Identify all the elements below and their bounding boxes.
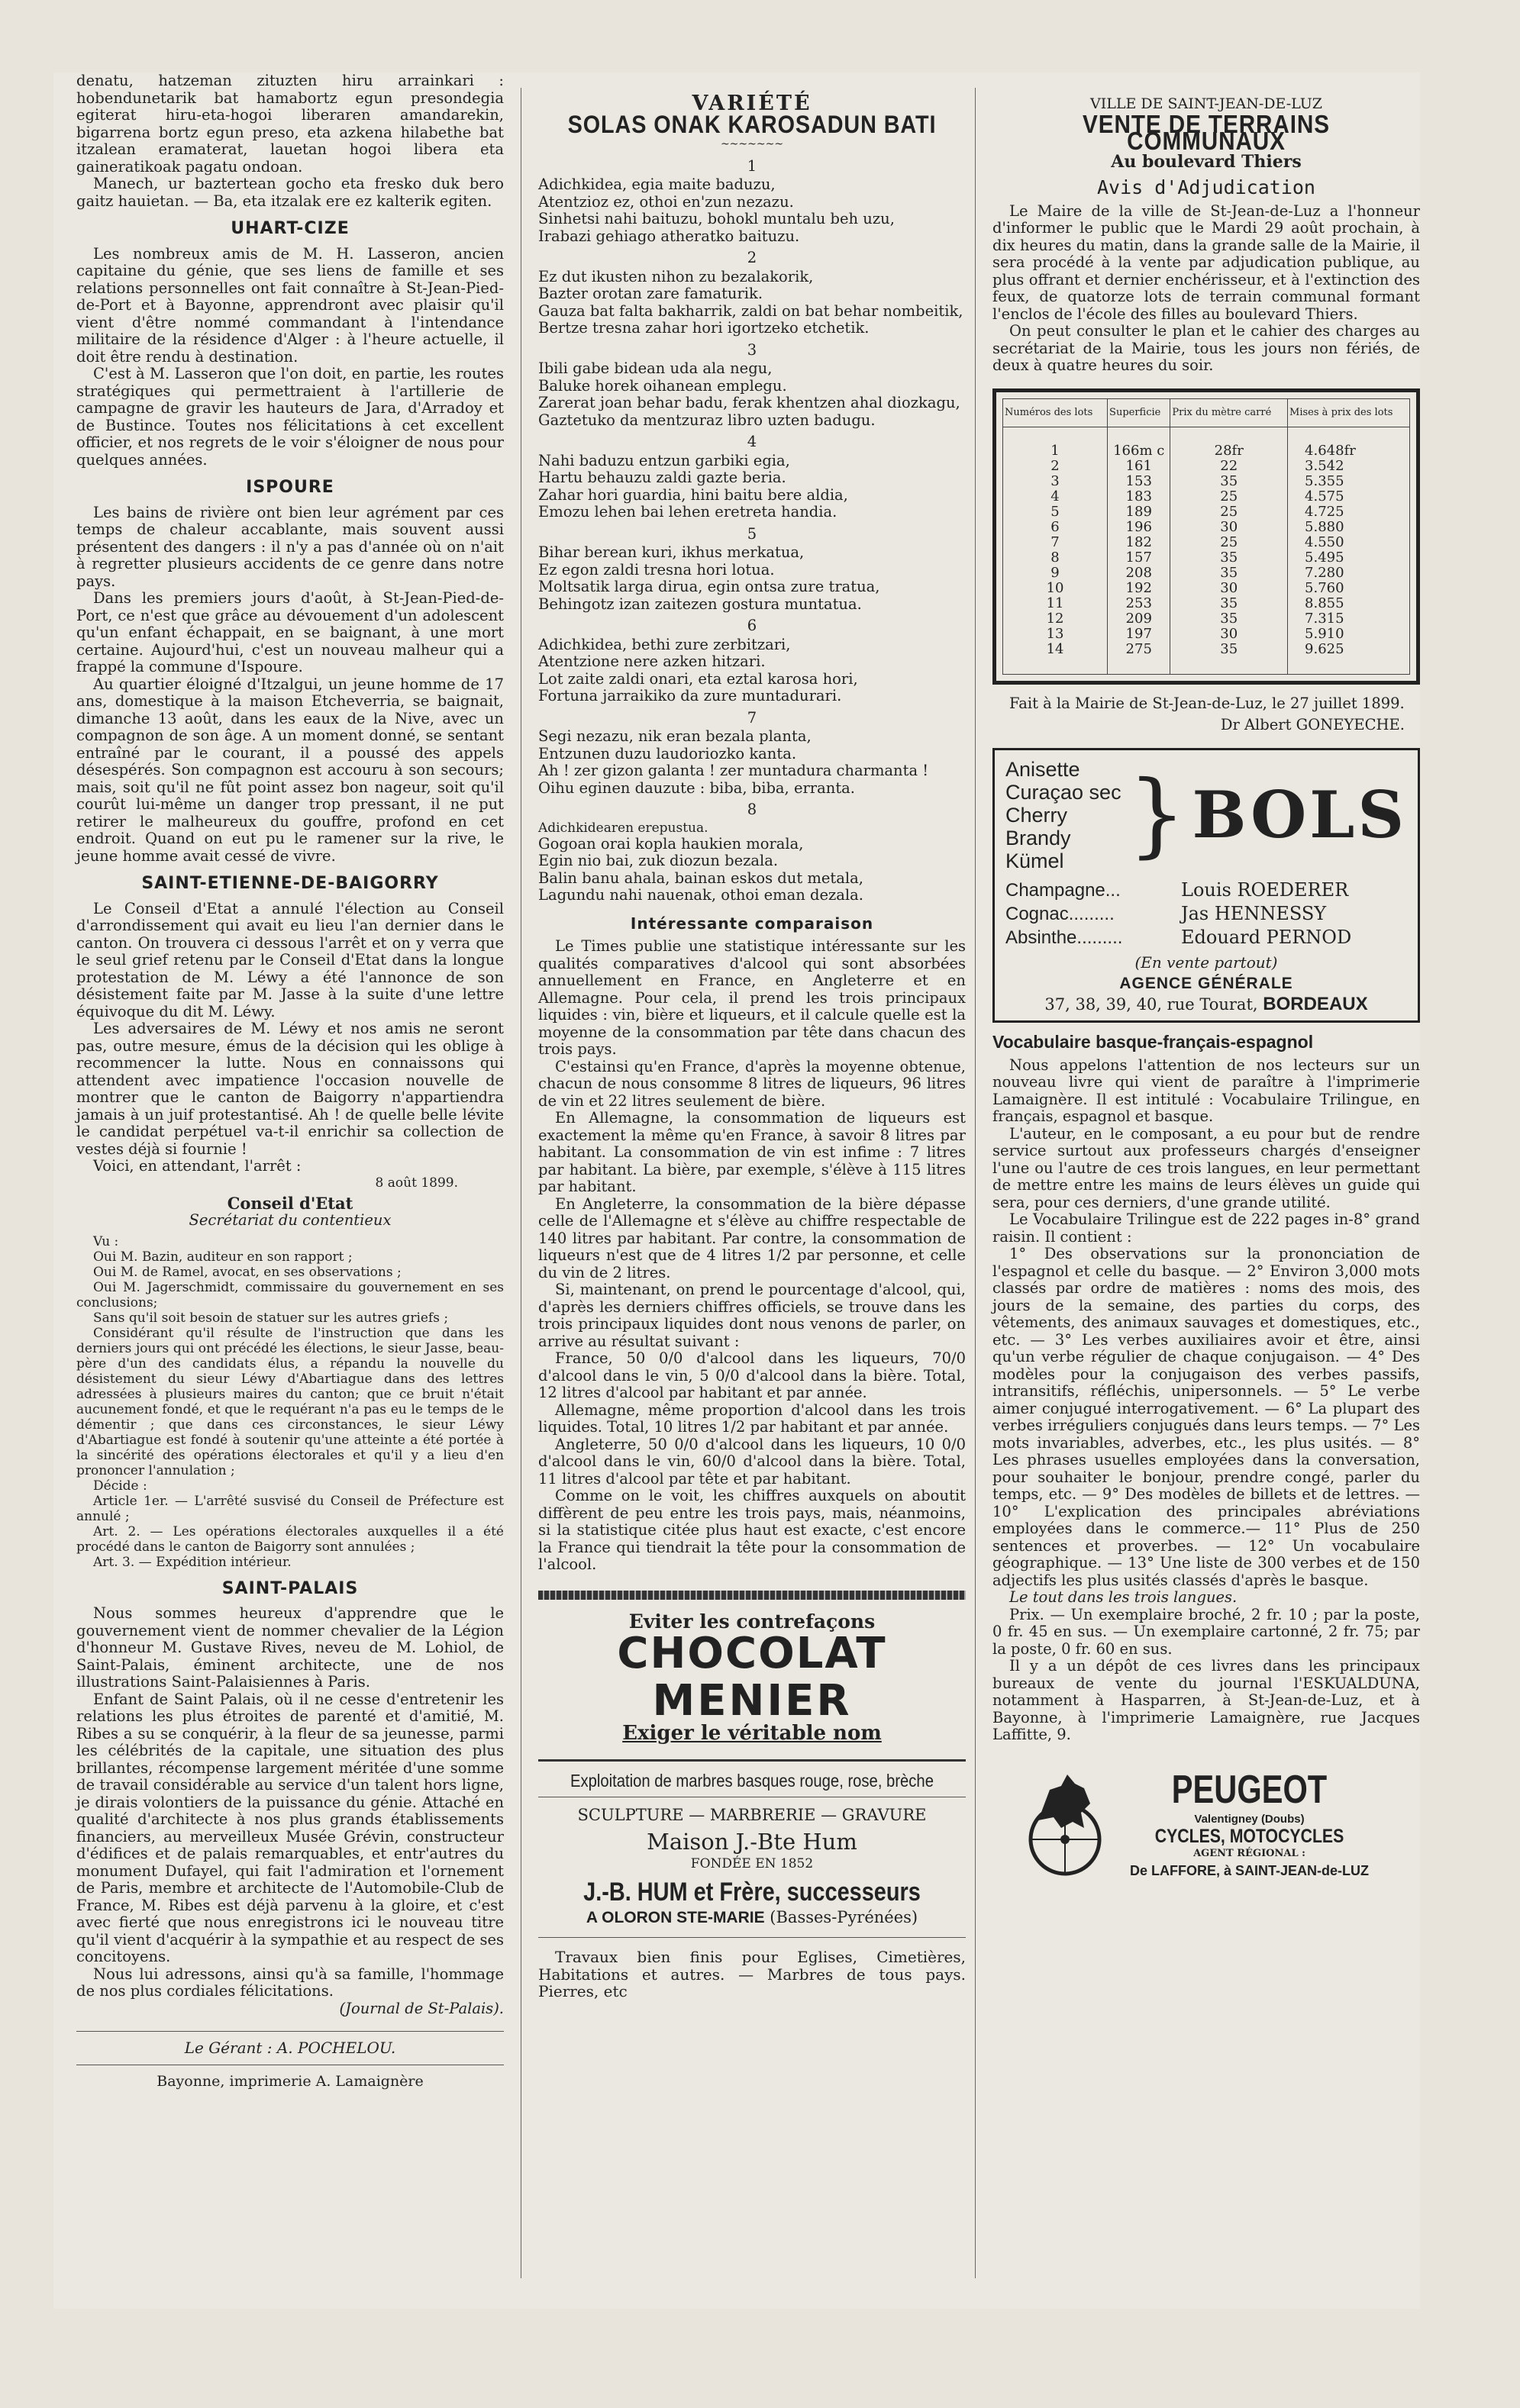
lion-logo-icon xyxy=(1008,1767,1122,1881)
table-cell: 30 xyxy=(1170,581,1288,596)
table-cell: 153 xyxy=(1108,474,1170,489)
conseil-subtitle: Secrétariat du contentieux xyxy=(189,1211,392,1229)
ad-peugeot xyxy=(1008,1767,1420,1881)
paragraph: Les adversaires de M. Léwy et nos amis ne seront pas, outre mesure, émus de la décision qui les oblige à recommencer la lutte. Nous en connaissons qui attendent avec impatience l'occasion nouvelle de montrer que le canton de Baigorry n'appartiendra jamais à un juif protestantisé. Ah ! de quelle belle lévite le candidat perpétuel va-t-il enrichir sa collection de vestes déjà si fournie ! xyxy=(76,1020,504,1158)
table-cell: 5.495 xyxy=(1288,550,1410,566)
ornament-icon: ~~~~~~~ xyxy=(720,138,784,150)
paragraph: Le tout dans les trois langues. xyxy=(1009,1588,1238,1606)
imprimerie-line: Bayonne, imprimerie A. Lamaignère xyxy=(157,2072,424,2090)
paragraph: Les bains de rivière ont bien leur agrément par ces temps de chaleur accablante, mais souvent aussi présentent des dangers : il n'y a pas d'année où on n'ait à regretter plusieurs accidents de ce genre dans notre pays. xyxy=(76,503,504,590)
stanza-number: 2 xyxy=(747,249,757,266)
verse-line: Ez egon zaldi tresna hori lotua. xyxy=(538,560,775,579)
paragraph: En Allemagne, la consommation de liqueurs est exactement la même qu'en France, à savoir 8 litres par habitant. La consommation de vin est infime : 7 litres par habitant. La bière, par exemple, s'élève à 115 litres par habitant. xyxy=(538,1109,966,1195)
stanza-number: 3 xyxy=(747,340,757,359)
verse-line: Bertze tresna zahar hori igortzeko etchetik. xyxy=(538,319,870,337)
ad-line: SCULPTURE — MARBRERIE — GRAVURE xyxy=(577,1806,927,1824)
paragraph: Voici, en attendant, l'arrêt : xyxy=(93,1157,302,1175)
brace-icon: } xyxy=(1128,761,1186,868)
conseil-line: Sans qu'il soit besoin de statuer sur les autres griefs ; xyxy=(93,1310,449,1326)
table-cell: 5 xyxy=(1003,504,1108,520)
conseil-line: Oui M. de Ramel, avocat, en ses observations ; xyxy=(93,1264,402,1280)
table-cell: 4 xyxy=(1003,489,1108,504)
verse-line: Ibili gabe bidean uda ala negu, xyxy=(538,359,773,377)
table-cell: 5.355 xyxy=(1288,474,1410,489)
conseil-line: Considérant qu'il résulte de l'instruction que dans les derniers jours qui ont précédé les élections, le sieur Jasse, beau-père d'un des candidats élus, a répandu la nouvelle du désistement du sieur Léwy d'Abartiague dans des lettres adressées à plusieurs maires du canton; que ce bruit n'était aucunement fondé, et que le requérant n'a pas eu le temps de le démentir ; que dans ces circonstances, le sieur Léwy d'Abartiague est fondé à soutenir qu'une atteinte a été portée à la sincérité des opérations électorales et qu'il y a lieu d'en prononcer l'annulation ; xyxy=(76,1325,504,1478)
comparison-title: Intéressante comparaison xyxy=(630,914,874,933)
paragraph: Angleterre, 50 0/0 d'alcool dans les liqueurs, 10 0/0 d'alcool dans le vin, 60/0 d'alcool dans la bière. Total, 11 litres d'alcool par tête et par habitant. xyxy=(538,1435,966,1488)
column-divider xyxy=(975,88,976,2278)
conseil-line: Article 1er. — L'arrêté susvisé du Conseil de Préfecture est annulé ; xyxy=(76,1493,504,1524)
lots-table-frame xyxy=(992,388,1420,685)
bols-liqueur: Anisette xyxy=(1005,757,1080,781)
verse-line: Gauza bat falta bakharrik, zaldi on bat behar nombeitik, xyxy=(538,301,963,320)
verse-line: Atentzioz ez, othoi en'zun nezazu. xyxy=(538,192,794,211)
ad-hum xyxy=(538,1772,966,2000)
table-cell: 197 xyxy=(1108,627,1170,642)
date-line: 8 août 1899. xyxy=(375,1175,458,1191)
table-cell: 166m c xyxy=(1108,443,1170,459)
poem-title: SOLAS ONAK KAROSADUN BATI xyxy=(567,110,937,138)
table-cell: 209 xyxy=(1108,611,1170,627)
table-cell: 253 xyxy=(1108,596,1170,611)
table-header: Mises à prix des lots xyxy=(1288,398,1410,427)
table-cell: 196 xyxy=(1108,520,1170,535)
divider xyxy=(538,1759,966,1762)
table-cell: 4.648fr xyxy=(1288,443,1410,459)
verse-line: Emozu lehen bai lehen eretreta handia. xyxy=(538,503,837,521)
table-cell: 4.725 xyxy=(1288,504,1410,520)
table-cell: 35 xyxy=(1170,474,1288,489)
stanza-number: 1 xyxy=(747,156,757,175)
verse-line: Ez dut ikusten nihon zu bezalakorik, xyxy=(538,267,814,285)
stanza-number: 4 xyxy=(747,433,757,450)
table-cell: 35 xyxy=(1170,642,1288,657)
table-row xyxy=(1003,550,1410,566)
ornamental-rule xyxy=(538,1591,966,1600)
section-title-ispoure: ISPOURE xyxy=(246,478,334,497)
table-cell: 3.542 xyxy=(1288,459,1410,474)
ad-line: J.-B. HUM et Frère, successeurs xyxy=(583,1878,921,1907)
column-1 xyxy=(76,73,504,2090)
table-cell: 11 xyxy=(1003,596,1108,611)
table-row xyxy=(1003,489,1410,504)
stanza-number: 7 xyxy=(747,708,757,727)
table-row xyxy=(1003,566,1410,581)
table-row xyxy=(1003,520,1410,535)
paragraph: Le Times publie une statistique intéressante sur les qualités comparatives d'alcool qui sont absorbées annuellement en France, en Angleterre et en Allemagne. Pour cela, il prend les trois principaux liquides : vin, bière et liqueurs, et il calcule quelle est la moyenne de la consommation par tête dans chacun des trois pays. xyxy=(538,937,966,1058)
table-row xyxy=(1003,611,1410,627)
verse-line: Behingotz izan zaitezen gostura muntatua. xyxy=(538,595,862,613)
ad-brand: MENIER xyxy=(652,1676,852,1726)
bols-partner: Jas HENNESSY xyxy=(1181,902,1327,924)
stanza-number: 8 xyxy=(747,801,757,818)
peugeot-line: AGENT RÉGIONAL : xyxy=(1193,1847,1305,1859)
table-cell: 35 xyxy=(1170,566,1288,581)
verse-line: Bazter orotan zare famaturik. xyxy=(538,285,763,302)
table-cell: 12 xyxy=(1003,611,1108,627)
table-cell: 183 xyxy=(1108,489,1170,504)
table-cell: 7.315 xyxy=(1288,611,1410,627)
paragraph: On peut consulter le plan et le cahier des charges au secrétariat de la Mairie, tous les jours non fériés, de deux à quatre heures du soir. xyxy=(992,322,1420,374)
ad-line: Maison J.-Bte Hum xyxy=(647,1828,857,1855)
ad-line: Exiger le véritable nom xyxy=(622,1722,882,1745)
vente-title: VENTE DE TERRAINS COMMUNAUX xyxy=(1083,109,1330,155)
paragraph: Nous lui adressons, ainsi qu'à sa famille, l'hommage de nos plus cordiales félicitations. xyxy=(76,1965,504,2000)
newspaper-page xyxy=(53,73,1420,2309)
ville-heading: VILLE DE SAINT-JEAN-DE-LUZ xyxy=(1090,95,1322,112)
table-row xyxy=(1003,642,1410,657)
bols-liqueur-list xyxy=(1005,758,1121,872)
table-cell: 9.625 xyxy=(1288,642,1410,657)
verse-line: Nahi baduzu entzun garbiki egia, xyxy=(538,451,790,469)
table-cell: 6 xyxy=(1003,520,1108,535)
paragraph: Prix. — Un exemplaire broché, 2 fr. 10 ; par la poste, 0 fr. 45 en sus. — Un exemplaire cartonné, 2 fr. 75; par la poste, 0 fr. 60 en sus. xyxy=(992,1605,1420,1658)
table-row xyxy=(1003,581,1410,596)
ad-chocolat-menier xyxy=(538,1610,966,1745)
table-cell: 25 xyxy=(1170,489,1288,504)
table-cell: 5.760 xyxy=(1288,581,1410,596)
verse-line: Hartu behauzu zaldi gazte beria. xyxy=(538,469,786,486)
verse-line: Balin banu ahala, bainan eskos dut metala, xyxy=(538,869,863,887)
table-cell: 30 xyxy=(1170,627,1288,642)
signature: Dr Albert GONEYECHE. xyxy=(1220,716,1405,733)
table-cell: 10 xyxy=(1003,581,1108,596)
paragraph: Le Conseil d'Etat a annulé l'élection au Conseil d'arrondissement qui avait eu lieu l'an dernier dans le canton. On trouvera ci dessous l'arrêt et on y verra que le seul grief retenu par le Conseil d'Etat dans la longue protestation de M. Léwy a été l'annonce de son désistement faite par M. Jasse à la suite d'une lettre équivoque du dit M. Léwy. xyxy=(76,899,504,1020)
verse-line: Zarerat joan behar badu, ferak khentzen ahal diozkagu, xyxy=(538,394,960,411)
table-cell: 28fr xyxy=(1170,443,1288,459)
verse-line: Entzunen duzu laudoriozko kanta. xyxy=(538,744,797,762)
column-2 xyxy=(538,73,966,2000)
lots-table xyxy=(1002,398,1410,675)
table-cell: 35 xyxy=(1170,611,1288,627)
source-credit: (Journal de St-Palais). xyxy=(339,1999,504,2017)
table-row xyxy=(1003,627,1410,642)
table-cell: 4.575 xyxy=(1288,489,1410,504)
ad-line: Exploitation de marbres basques rouge, rose, brèche xyxy=(570,1770,934,1791)
table-cell: 182 xyxy=(1108,535,1170,550)
avis-title: Avis d'Adjudication xyxy=(1097,176,1315,198)
stanza-number: 5 xyxy=(747,524,757,543)
paragraph: En Angleterre, la consommation de la bière dépasse celle de l'Allemagne et s'élève au chiffre respectable de 140 litres par habitant. Par contre, la consommation de liqueurs n'est que de 4 litres 1/2 par personne, et celle du vin de 2 litres. xyxy=(538,1194,966,1281)
table-cell: 2 xyxy=(1003,459,1108,474)
intro-paragraph-2: Manech, ur baztertean gocho eta fresko duk bero gaitz hauietan. — Ba, eta itzalak ere ez kalterik egiten. xyxy=(76,175,504,210)
table-cell: 7.280 xyxy=(1288,566,1410,581)
table-row xyxy=(1003,504,1410,520)
bols-partner: Edouard PERNOD xyxy=(1181,926,1352,948)
table-row xyxy=(1003,535,1410,550)
table-cell: 4.550 xyxy=(1288,535,1410,550)
table-row xyxy=(1003,443,1410,459)
intro-paragraph: denatu, hatzeman zituzten hiru arrainkari : hobendunetarik bat hamabortz egun presondegia egiterat hiru-eta-hogoi liberaren amandarekin, bigarrena bortz egun preso, eta azkena hilabethe bat itzalean eramaterat, lauetan hogoi libera eta gaineratikoak pagatu ondoan. xyxy=(76,72,504,176)
table-header: Superficie xyxy=(1108,398,1170,427)
verse-line: Lot zaite zaldi onari, eta eztal karosa hori, xyxy=(538,669,858,688)
table-header: Prix du mètre carré xyxy=(1170,398,1288,427)
peugeot-line: Valentigney (Doubs) xyxy=(1194,1812,1305,1826)
verse-line: Egin nio bai, zuk diozun bezala. xyxy=(538,852,779,869)
conseil-line: Oui M. Jagerschmidt, commissaire du gouvernement en ses conclusions; xyxy=(76,1279,504,1310)
table-cell: 275 xyxy=(1108,642,1170,657)
divider xyxy=(538,1937,966,1938)
verse-line: Adichkidea, egia maite baduzu, xyxy=(538,176,776,193)
ad-city: A OLORON STE-MARIE xyxy=(586,1908,765,1926)
paragraph: Nous sommes heureux d'apprendre que le gouvernement vient de nommer chevalier de la Légion d'honneur M. Gustave Rives, neveu de M. Lohiol, de Saint-Palais, éminent architecte, une de nos illustrations Saint-Palaisiennes à Paris. xyxy=(76,1604,504,1691)
boulevard-line: Au boulevard Thiers xyxy=(1111,151,1302,172)
conseil-title: Conseil d'Etat xyxy=(227,1193,353,1213)
verse-line: Gogoan orai kopla haukien morala, xyxy=(538,834,804,853)
bols-partner: Louis ROEDERER xyxy=(1181,878,1349,901)
bols-street: 37, 38, 39, 40, rue Tourat, xyxy=(1044,994,1258,1014)
stanza-number: 6 xyxy=(747,617,757,634)
variete-heading: VARIÉTÉ xyxy=(692,92,812,115)
paragraph: L'auteur, en le composant, a eu pour but de rendre service surtout aux professeurs chargés d'enseigner l'une ou l'autre de ces trois langues, en leur permettant de mettre entre les mains de leurs élèves un guide qui sera, pour ces derniers, d'une grande utilité. xyxy=(992,1124,1420,1211)
table-cell: 157 xyxy=(1108,550,1170,566)
verse-line: Baluke horek oihanean emplegu. xyxy=(538,376,787,395)
verse-line: Atentzione nere azken hitzari. xyxy=(538,653,766,670)
table-cell: 35 xyxy=(1170,550,1288,566)
table-cell: 189 xyxy=(1108,504,1170,520)
table-cell: 5.910 xyxy=(1288,627,1410,642)
table-row xyxy=(1003,474,1410,489)
table-header: Numéros des lots xyxy=(1003,398,1108,427)
bols-liqueur: Kümel xyxy=(1005,849,1064,872)
bols-agence: AGENCE GÉNÉRALE xyxy=(1119,975,1293,992)
ad-line: Eviter les contrefaçons xyxy=(628,1610,876,1633)
bols-city: BORDEAUX xyxy=(1263,993,1368,1014)
bols-address xyxy=(1005,993,1407,1014)
verse-line: Irabazi gehiago atheratko baituzu. xyxy=(538,227,800,245)
verse-line: Adichkidea, bethi zure zerbitzari, xyxy=(538,635,791,653)
paragraph: Enfant de Saint Palais, où il ne cesse d'entretenir les relations les plus étroites de parenté et d'amitié, M. Ribes a su se conquérir, à la fleur de sa jeunesse, parmi les célébrités de la capitale, une situation des plus brillantes, récompense largement méritée d'une somme de travail considérable au service d'un talent hors ligne, je dirais volontiers de la puissance du génie. Attaché en qualité d'architecte à nos plus grands établissements financiers, au merveilleux Musée Grévin, constructeur d'édifices et de palais remarquables, et entr'autres du monument Dufayel, qui fait l'admiration et l'ornement de Paris, membre et architecte de l'Automobile-Club de France, M. Ribes est déjà parvenu à la gloire, et c'est avec fierté que nous enregistrons ici le nouveau titre qu'il vient d'acquérir à la sympathie et au respect de ses concitoyens. xyxy=(76,1690,504,1965)
conseil-line: Art. 3. — Expédition intérieur. xyxy=(93,1554,292,1570)
paragraph: Le Vocabulaire Trilingue est de 222 pages in-8° grand raisin. Il contient : xyxy=(992,1210,1420,1246)
conseil-text xyxy=(76,1234,504,1570)
divider xyxy=(76,2031,504,2032)
paragraph: Si, maintenant, on prend le pourcentage d'alcool, qui, d'après les derniers chiffres officiels, se trouve dans les trois principaux liquides dont nous venons de parler, on arrive au résultat suivant : xyxy=(538,1281,966,1350)
peugeot-line: CYCLES, MOTOCYCLES xyxy=(1154,1826,1344,1847)
ad-region: (Basses-Pyrénées) xyxy=(770,1907,918,1926)
vocabulaire-title: Vocabulaire basque-français-espagnol xyxy=(992,1032,1314,1052)
lots-body xyxy=(1003,427,1410,674)
bols-product: Cognac......... xyxy=(1005,903,1115,924)
verse-line: Lagundu nahi nauenak, othoi eman dezala. xyxy=(538,886,863,904)
table-cell: 8.855 xyxy=(1288,596,1410,611)
bols-liqueur: Cherry Brandy xyxy=(1005,803,1071,849)
table-cell: 1 xyxy=(1003,443,1108,459)
poem xyxy=(538,158,966,904)
verse-line: Fortuna jarraikiko da zure muntadurari. xyxy=(538,687,842,704)
conseil-line: Oui M. Bazin, auditeur en son rapport ; xyxy=(93,1249,353,1265)
verse-line: Segi nezazu, nik eran bezala planta, xyxy=(538,727,812,745)
verse-line: Zahar hori guardia, hini baitu bere aldia, xyxy=(538,485,848,504)
paragraph: Au quartier éloigné d'Itzalgui, un jeune homme de 17 ans, domestique à la maison Etcheverria, se baignait, dimanche 13 août, dans les eaux de la Nive, avec un compagnon de son âge. A un moment donné, se sentant entraîné par le courant, il a poussé des appels désespérés. Son compagnon est accouru à son secours; mais, soit qu'il ne fût point assez bon nageur, soit qu'il courût lui-même un danger trop pressant, il ne put retirer le malheureux du gouffre, profond en cet endroit. Quand on eut pu le ramener sur la rive, le jeune homme avait cessé de vivre. xyxy=(76,675,504,865)
ad-bols xyxy=(992,748,1420,1023)
verse-line: Sinhetsi nahi baituzu, bohokl muntalu beh uzu, xyxy=(538,210,895,227)
table-cell: 25 xyxy=(1170,535,1288,550)
bols-product: Absinthe......... xyxy=(1005,927,1123,948)
conseil-line: Décide : xyxy=(93,1478,147,1494)
table-cell: 3 xyxy=(1003,474,1108,489)
table-cell: 13 xyxy=(1003,627,1108,642)
paragraph: C'est à M. Lasseron que l'on doit, en partie, les routes stratégiques qui permettraient à l'artillerie de campagne de gravir les hauteurs de Jara, d'Arradoy et de Bustince. Toutes nos félicitations à cet excellent officier, et nos regrets de le voir s'éloigner de nous pour quelques années. xyxy=(76,365,504,469)
paragraph: Allemagne, même proportion d'alcool dans les trois liquides. Total, 10 litres 1/2 par habitant et par année. xyxy=(538,1401,966,1436)
table-cell: 208 xyxy=(1108,566,1170,581)
peugeot-line: De LAFFORE, à SAINT-JEAN-de-LUZ xyxy=(1130,1863,1370,1878)
table-row xyxy=(1003,596,1410,611)
table-cell: 192 xyxy=(1108,581,1170,596)
verse-line: Bihar berean kuri, ikhus merkatua, xyxy=(538,543,805,561)
section-title-uhart-cize: UHART-CIZE xyxy=(231,219,350,238)
paragraph: C'estainsi qu'en France, d'après la moyenne obtenue, chacun de nous consomme 8 litres de liqueurs, 96 litres de vin et 22 litres seulement de bière. xyxy=(538,1057,966,1110)
bols-brand: BOLS xyxy=(1192,776,1407,853)
paragraph: Comme on le voit, les chiffres auxquels on aboutit diffèrent de peu entre les trois pays, mais, néanmoins, si la statistique citée plus haut est exacte, c'est encore la France qui tiendrait la tête pour la consommation de l'alcool. xyxy=(538,1487,966,1573)
column-3 xyxy=(992,73,1420,1881)
bols-product: Champagne... xyxy=(1005,879,1121,901)
verse-line: Moltsatik larga dirua, egin ontsa zure tratua, xyxy=(538,578,880,595)
peugeot-brand: PEUGEOT xyxy=(1171,1767,1328,1812)
table-cell: 8 xyxy=(1003,550,1108,566)
section-title-baigorry: SAINT-ETIENNE-DE-BAIGORRY xyxy=(141,874,439,893)
paragraph: Il y a un dépôt de ces livres dans les principaux bureaux de vente du journal l'ESKUALDUNA, notamment à Hasparren, à St-Jean-de-Luz, et à Bayonne, à l'imprimerie Lamaignère, rue Jacques Laffitte, 9. xyxy=(992,1657,1420,1743)
table-cell: 14 xyxy=(1003,642,1108,657)
table-cell: 22 xyxy=(1170,459,1288,474)
conseil-line: Vu : xyxy=(93,1233,119,1249)
ad-line: Travaux bien finis pour Eglises, Cimetières, Habitations et autres. — Marbres de tous pays. Pierres, etc xyxy=(538,1948,966,2000)
fait-line: Fait à la Mairie de St-Jean-de-Luz, le 27 juillet 1899. xyxy=(1009,694,1405,712)
ad-brand: CHOCOLAT xyxy=(617,1629,887,1678)
table-cell: 7 xyxy=(1003,535,1108,550)
table-cell: 25 xyxy=(1170,504,1288,520)
bols-liqueur: Curaçao sec xyxy=(1005,780,1121,804)
table-cell: 5.880 xyxy=(1288,520,1410,535)
ad-line: FONDÉE EN 1852 xyxy=(690,1856,814,1871)
paragraph: France, 50 0/0 d'alcool dans les liqueurs, 70/0 d'alcool dans le vin, 5 0/0 d'alcool dans la bière. Total, 12 litres d'alcool par habitant et par année. xyxy=(538,1349,966,1401)
paragraph: Nous appelons l'attention de nos lecteurs sur un nouveau livre qui vient de paraître à l'imprimerie Lamaignère. Il est intitulé : Vocabulaire Trilingue, en français, espagnol et basque. xyxy=(992,1056,1420,1125)
table-row xyxy=(1003,459,1410,474)
gerant-line: Le Gérant : A. POCHELOU. xyxy=(184,2039,396,2057)
table-cell: 9 xyxy=(1003,566,1108,581)
peugeot-text xyxy=(1130,1768,1369,1880)
paragraph: 1° Des observations sur la prononciation de l'espagnol et celle du basque. — 2° Environ 3,000 mots classés par ordre de matières : noms des mois, des jours de la semaine, des parties du corps, des vêtements, des animaux sauvages et domestiques, etc., etc. — 3° Les verbes auxiliaires avoir et être, ainsi qu'un verbe régulier de chaque conjugaison. — 4° Des modèles pour la conjugaison des verbes passifs, intransitifs, réfléchis, unipersonnels. — 5° Le verbe aimer conjugué interrogativement. — 6° La plupart des verbes irréguliers conjugués dans leurs temps. — 7° Les mots invariables, adverbes, etc., les plus usités. — 8° Les phrases usuelles employées dans la conversation, pour souhaiter le bonjour, prendre congé, parler du temps, etc. — 9° Des modèles de billets et de lettres. — 10° L'explication des principales abréviations employées dans le commerce.— 11° Plus de 250 sentences et proverbes. — 12° Un vocabulaire géographique. — 13° Une liste de 300 verbes et de 150 adjectifs les plus usités classés d'après le basque. xyxy=(992,1245,1420,1589)
table-cell: 30 xyxy=(1170,520,1288,535)
table-cell: 35 xyxy=(1170,596,1288,611)
paragraph: Les nombreux amis de M. H. Lasseron, ancien capitaine du génie, que ses liens de famille et ses relations personnelles ont fait connaître à St-Jean-Pied-de-Port et à Bayonne, apprendront avec plaisir qu'il vient d'être nommé commandant à l'intendance militaire de la résidence d'Alger : à l'heure actuelle, il doit être rendu à destination. xyxy=(76,244,504,366)
paragraph: Dans les premiers jours d'août, à St-Jean-Pied-de-Port, ce n'est que grâce au dévouement d'un adolescent qu'un enfant échappait, en se baignant, à une mort certaine. Aujourd'hui, c'est un nouveau malheur qui a frappé la commune d'Ispoure. xyxy=(76,589,504,675)
verse-line: Gaztetuko da mentzuraz libro uzten badugu. xyxy=(538,411,876,429)
paragraph: Le Maire de la ville de St-Jean-de-Luz a l'honneur d'informer le public que le Mardi 29 août prochain, à dix heures du matin, dans la grande salle de la Mairie, il sera procédé à la vente par adjudication publique, au plus offrant et dernier enchérisseur, et à l'extinction des feux, de quatorze lots de terrain communal formant l'enclos de l'école des filles au boulevard Thiers. xyxy=(992,201,1420,323)
section-title-saint-palais: SAINT-PALAIS xyxy=(221,1578,359,1598)
verse-line: Oihu eginen dauzute : biba, biba, erranta. xyxy=(538,778,855,797)
conseil-line: Art. 2. — Les opérations électorales auxquelles il a été procédé dans le canton de Baigorry sont annulées ; xyxy=(76,1523,504,1555)
verse-line: Adichkidearen erepustua. xyxy=(538,820,708,836)
bols-top xyxy=(1005,758,1407,872)
verse-line: Ah ! zer gizon galanta ! zer muntadura charmanta ! xyxy=(538,762,929,779)
table-cell: 161 xyxy=(1108,459,1170,474)
ad-address xyxy=(538,1909,966,1927)
bols-vente: (En vente partout) xyxy=(1134,953,1278,972)
bols-partners xyxy=(1005,878,1407,949)
